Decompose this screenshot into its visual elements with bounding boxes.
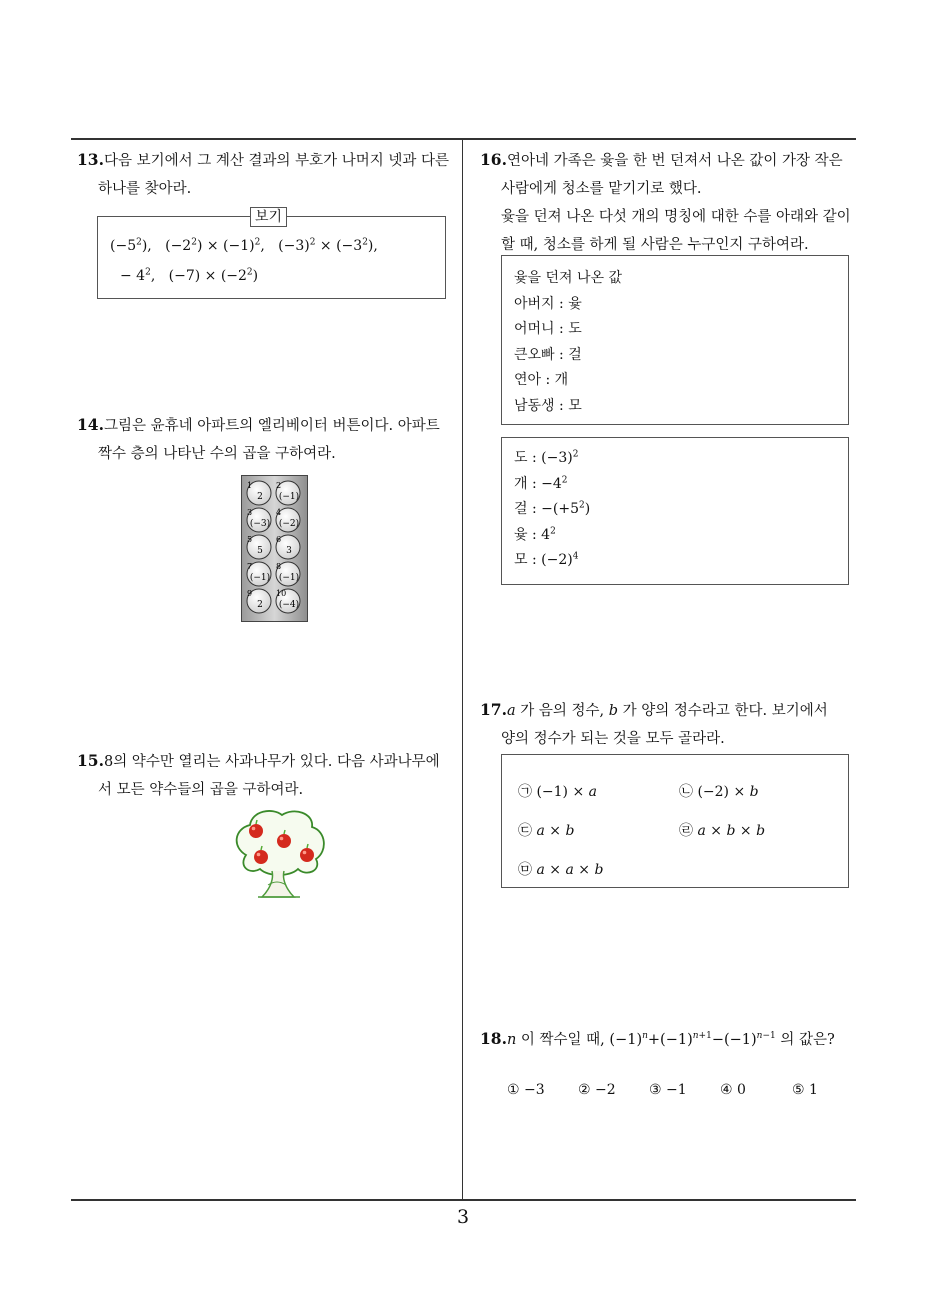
button-value: (−1) <box>249 573 271 583</box>
button-value: 5 <box>257 546 263 556</box>
result-item: 연아 : 개 <box>514 372 569 388</box>
button-value: 2 <box>257 492 263 502</box>
value-item: 모 : $(-2)^4$ <box>514 551 579 568</box>
option-1: ㉠ (−1) × a <box>518 784 598 800</box>
tree-trunk <box>262 871 294 897</box>
value-item: 개 : $-4^2$ <box>514 474 568 492</box>
result-item: 큰오빠 : 걸 <box>514 346 582 363</box>
question-text: 하나를 찾아라. <box>98 181 192 197</box>
elevator-button <box>247 535 271 559</box>
choice-1[interactable]: ① −3 <box>507 1082 545 1098</box>
bottom-rule <box>71 1199 856 1201</box>
question-16 <box>480 146 870 259</box>
button-value: (−2) <box>278 519 300 529</box>
question-text: 연아네 가족은 윷을 한 번 던져서 나온 값이 가장 작은 <box>506 153 843 169</box>
elevator-button <box>247 562 271 586</box>
question-14 <box>77 411 461 468</box>
question-number: 18. <box>480 1029 507 1048</box>
expression-line: $(-5^2)$, $(-2^2) \times (-1)^2$, $(-3)^2 \times (-3^2)$, <box>110 237 378 254</box>
option-4: ㉣ a × b × b <box>679 823 766 839</box>
result-item: 어머니 : 도 <box>514 321 582 337</box>
question-number: 14. <box>77 415 104 434</box>
elevator-button <box>276 535 300 559</box>
question-text: 짝수 층의 나타난 수의 곱을 구하여라. <box>98 446 336 462</box>
values-list <box>514 446 590 574</box>
floor-number: 9 <box>247 589 253 598</box>
floor-number: 5 <box>247 535 253 544</box>
value-item: 걸 : $-(+5^2)$ <box>514 500 591 517</box>
value-item: 윷 : $4^2$ <box>514 525 556 543</box>
elevator-button <box>247 481 271 505</box>
example-box <box>97 209 446 299</box>
result-item: 아버지 : 윷 <box>514 295 582 312</box>
results-title: 윷을 던져 나온 값 <box>514 270 623 286</box>
elevator-button <box>247 508 271 532</box>
question-text: 8의 약수만 열리는 사과나무가 있다. 다음 사과나무에 <box>103 754 440 770</box>
expressions <box>110 231 378 291</box>
question-number: 15. <box>77 751 104 770</box>
results-list <box>514 266 622 419</box>
question-text: 사람에게 청소를 맡기기로 했다. <box>501 181 702 197</box>
question-17: 17.a 가 음의 정수, b 가 양의 정수라고 한다. 보기에서 양의 정수가 되는 것을 모두 골라라. <box>480 696 870 753</box>
options-box <box>501 754 849 888</box>
question-13 <box>77 146 461 203</box>
elevator-button <box>276 481 300 505</box>
question-18: 18.n 이 짝수일 때, $(-1)^n+(-1)^{n+1}-(-1)^{n-1}$ 의 값은? <box>480 1029 835 1048</box>
floor-number: 4 <box>276 508 282 517</box>
question-text: 그림은 윤휴네 아파트의 엘리베이터 버튼이다. 아파트 <box>103 418 440 434</box>
floor-number: 1 <box>247 481 253 490</box>
results-box <box>501 255 849 425</box>
elevator-button <box>276 508 300 532</box>
result-item: 남동생 : 모 <box>514 397 582 414</box>
button-value: (−1) <box>278 492 300 502</box>
question-text: 윷을 던져 나온 다섯 개의 명칭에 대한 수를 아래와 같이 <box>501 209 851 225</box>
button-value: (−4) <box>278 600 300 610</box>
floor-number: 7 <box>247 562 253 571</box>
question-text: 양의 정수가 되는 것을 모두 골라라. <box>501 731 725 747</box>
choice-3[interactable]: ③ −1 <box>649 1082 687 1098</box>
question-text: 서 모든 약수들의 곱을 구하여라. <box>98 782 304 798</box>
choice-5[interactable]: ⑤ 1 <box>792 1082 818 1098</box>
elevator-button <box>276 589 300 613</box>
floor-number: 3 <box>247 508 253 517</box>
option-2: ㉡ (−2) × b <box>679 784 759 800</box>
choice-2[interactable]: ② −2 <box>578 1082 616 1098</box>
question-number: 16. <box>480 150 507 169</box>
floor-number: 6 <box>276 535 282 544</box>
apple-tree-image <box>228 807 328 901</box>
question-text: 할 때, 청소를 하게 될 사람은 누구인지 구하여라. <box>501 237 809 253</box>
elevator-button <box>276 562 300 586</box>
question-15 <box>77 747 461 804</box>
floor-number: 8 <box>276 562 282 571</box>
question-number: 13. <box>77 150 104 169</box>
top-rule <box>71 138 856 140</box>
button-value: (−3) <box>249 519 271 529</box>
floor-number: 2 <box>276 481 282 490</box>
values-box <box>501 437 849 585</box>
button-value: (−1) <box>278 573 300 583</box>
floor-number: 10 <box>276 589 287 598</box>
box-label: 보기 <box>250 207 287 227</box>
option-3: ㉢ a × b <box>518 823 575 839</box>
elevator-button <box>247 589 271 613</box>
value-item: 도 : $(-3)^2$ <box>514 449 579 466</box>
button-value: 3 <box>286 546 292 556</box>
option-5: ㉤ a × a × b <box>518 862 604 878</box>
expression-line: − $4^2$, $(-7) \times (-2^2)$ <box>120 267 259 284</box>
choice-4[interactable]: ④ 0 <box>720 1082 746 1098</box>
page-number: 3 <box>456 1206 470 1228</box>
elevator-panel <box>241 475 308 622</box>
column-divider <box>462 139 463 1199</box>
button-value: 2 <box>257 600 263 610</box>
question-number: 17. <box>480 700 507 719</box>
question-text: 다음 보기에서 그 계산 결과의 부호가 나머지 넷과 다른 <box>103 153 449 169</box>
